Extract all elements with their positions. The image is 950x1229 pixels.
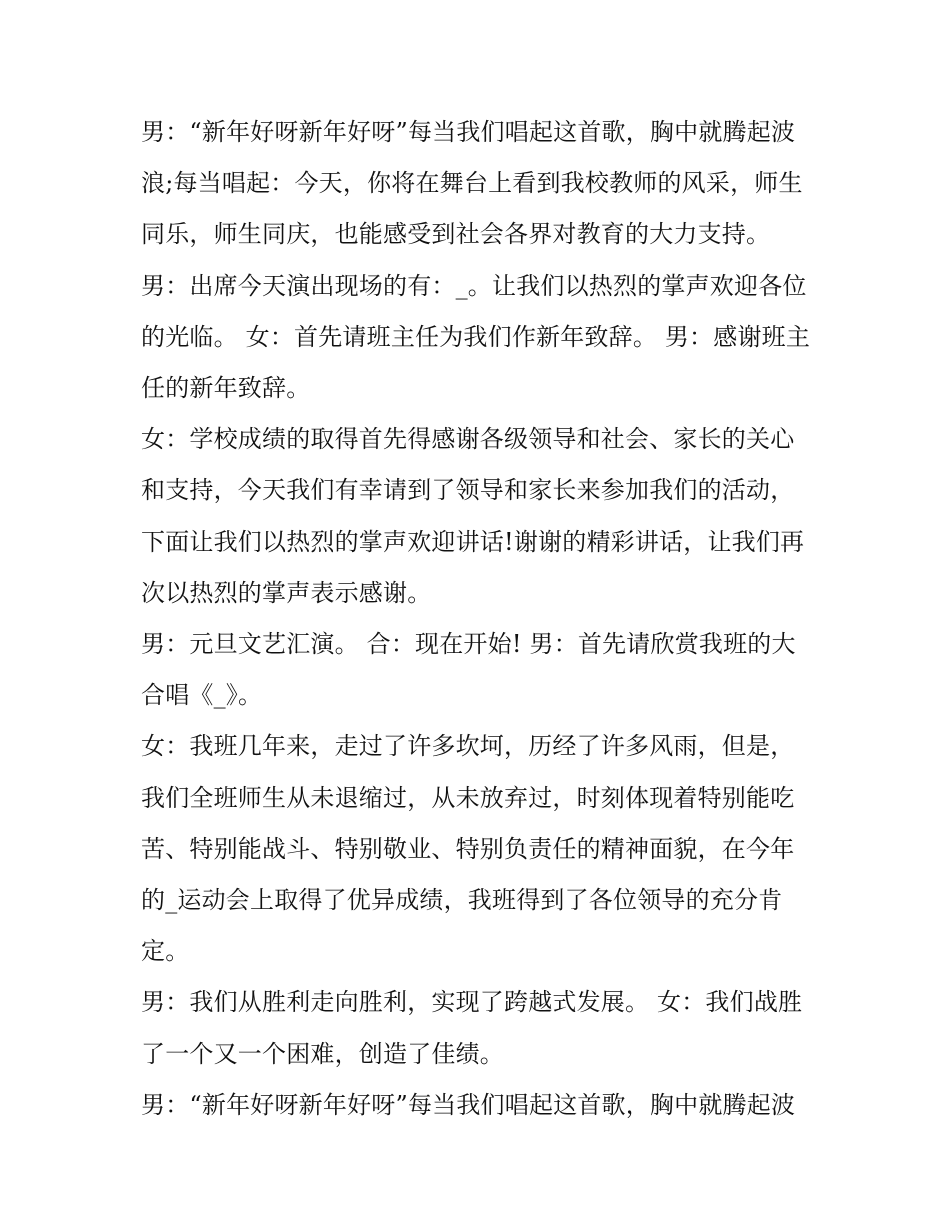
paragraph: 男：我们从胜利走向胜利，实现了跨越式发展。 女：我们战胜了一个又一个困难，创造了佳绩。 — [141, 988, 803, 1068]
document-body — [141, 107, 813, 1131]
paragraph: 女：我班几年来，走过了许多坎坷，历经了许多风雨，但是，我们全班师生从未退缩过，从未放弃过，时刻体现着特别能吃苦、特别能战斗、特别敬业、特别负责任的精神面貌，在今年的_运动会上取得了优异成绩，我班得到了各位领导的充分肯定。 — [141, 732, 795, 966]
paragraph: 男：“新年好呀新年好呀”每当我们唱起这首歌，胸中就腾起波 — [141, 1090, 796, 1119]
paragraph: 男：元旦文艺汇演。 合：现在开始! 男：首先请欣赏我班的大合唱《_》。 — [141, 630, 796, 710]
paragraph: 男：“新年好呀新年好呀”每当我们唱起这首歌，胸中就腾起波浪;每当唱起：今天，你将在舞台上看到我校教师的风采，师生同乐，师生同庆，也能感受到社会各界对教育的大力支持。 — [141, 118, 803, 249]
paragraph: 女：学校成绩的取得首先得感谢各级领导和社会、家长的关心和支持，今天我们有幸请到了领导和家长来参加我们的活动，下面让我们以热烈的掌声欢迎讲话!谢谢的精彩讲话，让我们再次以热烈的掌声表示感谢。 — [141, 425, 805, 607]
paragraph: 男：出席今天演出现场的有：_。让我们以热烈的掌声欢迎各位的光临。 女：首先请班主任为我们作新年致辞。 男：感谢班主任的新年致辞。 — [141, 271, 811, 403]
